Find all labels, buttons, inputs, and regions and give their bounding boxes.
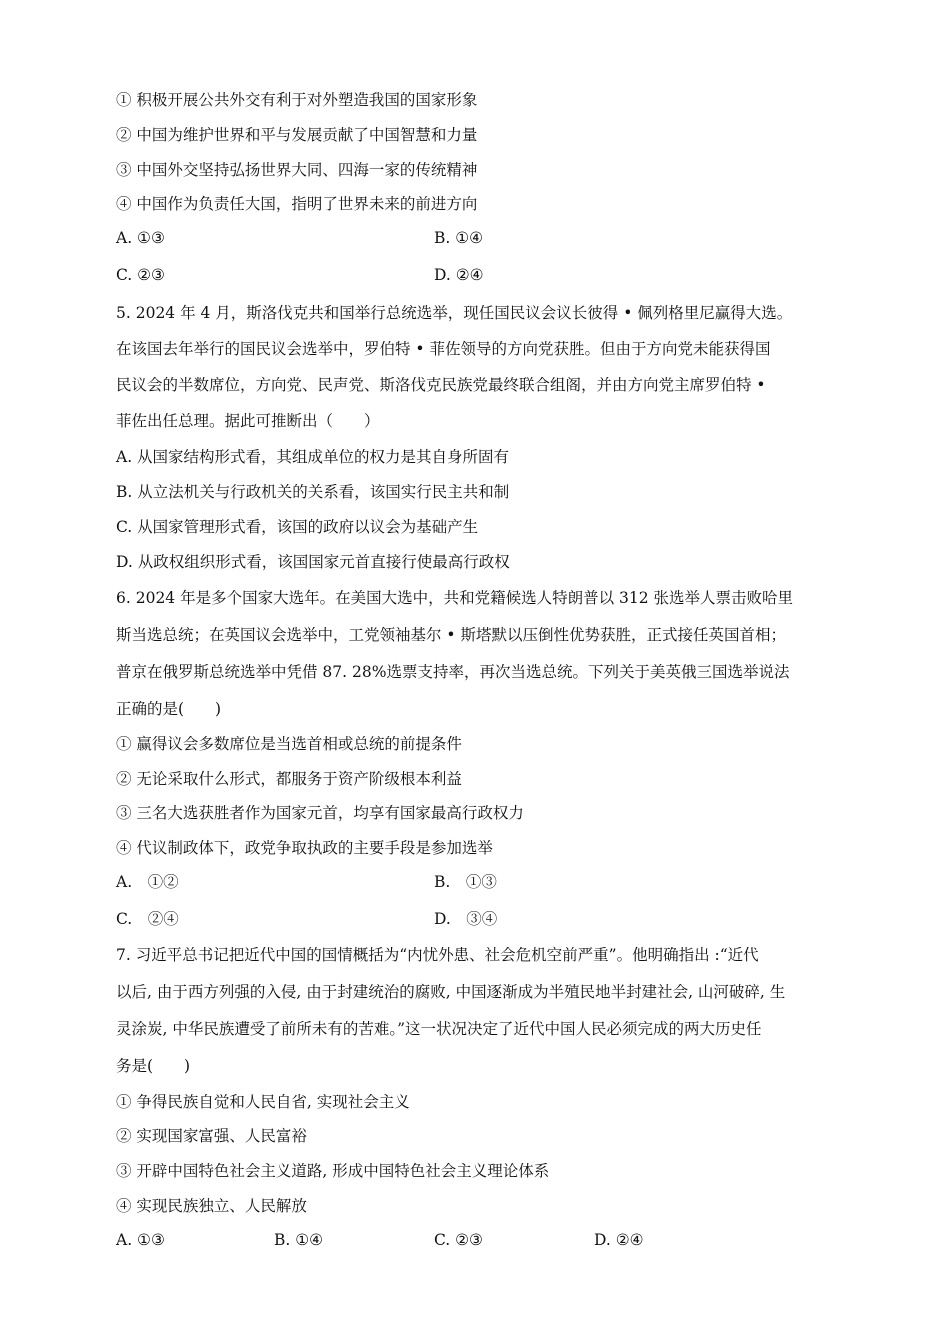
option-c: C. ②③ [434, 1231, 483, 1249]
question-text: 在该国去年举行的国民议会选举中，罗伯特 • 菲佐领导的方向党获胜。但由于方向党未能获得国 [116, 340, 771, 358]
statement: ① 积极开展公共外交有利于对外塑造我国的国家形象 [116, 91, 478, 109]
option-b: B. ①③ [434, 873, 497, 891]
statement: ④ 实现民族独立、人民解放 [116, 1197, 307, 1215]
option-d: D. ③④ [434, 910, 498, 928]
question-text: 民议会的半数席位，方向党、民声党、斯洛伐克民族党最终联合组阁，并由方向党主席罗伯特 • [116, 376, 766, 394]
statement: ③ 开辟中国特色社会主义道路, 形成中国特色社会主义理论体系 [116, 1162, 550, 1180]
question-text: 正确的是( ) [116, 700, 222, 718]
option-a: A. ①③ [116, 1231, 165, 1249]
option-a: A. ①② [116, 873, 179, 891]
option-b: B. ①④ [274, 1231, 324, 1249]
statement: ④ 中国作为负责任大国，指明了世界未来的前进方向 [116, 195, 478, 213]
statement: ③ 中国外交坚持弘扬世界大同、四海一家的传统精神 [116, 161, 478, 179]
statement: ① 争得民族自觉和人民自省, 实现社会主义 [116, 1093, 410, 1111]
statement: ③ 三名大选获胜者作为国家元首，均享有国家最高行政权力 [116, 804, 524, 822]
option-b: B. ①④ [434, 229, 484, 247]
question-text: 菲佐出任总理。据此可推断出（ ） [116, 412, 380, 430]
option-c: C. ②④ [116, 910, 179, 928]
question-text: 务是( ) [116, 1057, 191, 1075]
statement: ② 中国为维护世界和平与发展贡献了中国智慧和力量 [116, 126, 478, 144]
option-c: C. ②③ [116, 266, 165, 284]
option-c: C. 从国家管理形式看，该国的政府以议会为基础产生 [116, 518, 479, 536]
statement: ① 赢得议会多数席位是当选首相或总统的前提条件 [116, 735, 462, 753]
statement: ② 实现国家富强、人民富裕 [116, 1127, 307, 1145]
option-b: B. 从立法机关与行政机关的关系看，该国实行民主共和制 [116, 483, 510, 501]
question-text: 以后, 由于西方列强的入侵, 由于封建统治的腐败, 中国逐渐成为半殖民地半封建社会, 山河破碎, 生 [116, 983, 786, 1001]
question-text: 灵涂炭, 中华民族遭受了前所未有的苦难。”这一状况决定了近代中国人民必须完成的两大历史任 [116, 1020, 762, 1038]
question-text: 6. 2024 年是多个国家大选年。在美国大选中，共和党籍候选人特朗普以 312 张选举人票击败哈里 [116, 589, 794, 607]
option-d: D. 从政权组织形式看，该国国家元首直接行使最高行政权 [116, 553, 510, 571]
statement: ④ 代议制政体下，政党争取执政的主要手段是参加选举 [116, 839, 493, 857]
question-text: 7. 习近平总书记把近代中国的国情概括为“内忧外患、社会危机空前严重”。他明确指出 :“近代 [116, 946, 759, 964]
statement: ② 无论采取什么形式，都服务于资产阶级根本利益 [116, 770, 462, 788]
option-d: D. ②④ [434, 266, 484, 284]
question-text: 5. 2024 年 4 月，斯洛伐克共和国举行总统选举，现任国民议会议长彼得 • 佩列格里尼赢得大选。 [116, 304, 793, 322]
option-a: A. 从国家结构形式看，其组成单位的权力是其自身所固有 [116, 448, 510, 466]
option-d: D. ②④ [594, 1231, 644, 1249]
option-a: A. ①③ [116, 229, 165, 247]
question-text: 普京在俄罗斯总统选举中凭借 87. 28%选票支持率，再次当选总统。下列关于美英俄三国选举说法 [116, 663, 790, 681]
question-text: 斯当选总统；在英国议会选举中，工党领袖基尔 • 斯塔默以压倒性优势获胜，正式接任英国首相； [116, 626, 786, 644]
